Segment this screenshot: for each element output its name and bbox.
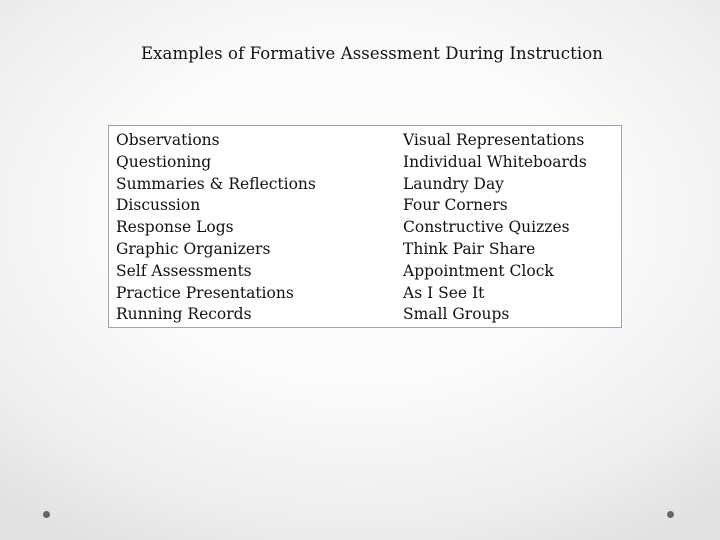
list-item: Running Records <box>116 305 252 324</box>
list-item: Think Pair Share <box>403 239 536 258</box>
list-item: Small Groups <box>403 305 510 324</box>
list-item: Self Assessments <box>116 261 252 280</box>
list-item: Appointment Clock <box>403 261 554 280</box>
list-item: As I See It <box>403 283 485 302</box>
decorative-dot-icon <box>667 511 674 518</box>
left-strategy-list <box>116 130 316 326</box>
slide-title: Examples of Formative Assessment During Instruction <box>140 44 603 63</box>
list-item: Constructive Quizzes <box>403 218 570 237</box>
list-item: Summaries & Reflections <box>116 174 316 193</box>
list-item: Individual Whiteboards <box>403 152 587 171</box>
decorative-dot-icon <box>43 511 50 518</box>
list-item: Visual Representations <box>403 131 585 149</box>
list-item: Laundry Day <box>403 174 504 193</box>
list-item: Observations <box>116 131 220 149</box>
list-item: Practice Presentations <box>116 283 294 302</box>
list-item: Four Corners <box>403 196 508 215</box>
strategies-box <box>108 125 622 328</box>
list-item: Questioning <box>116 152 212 171</box>
list-item: Graphic Organizers <box>116 239 271 258</box>
list-item: Discussion <box>116 196 201 215</box>
right-strategy-list <box>403 130 587 326</box>
list-item: Response Logs <box>116 218 234 237</box>
